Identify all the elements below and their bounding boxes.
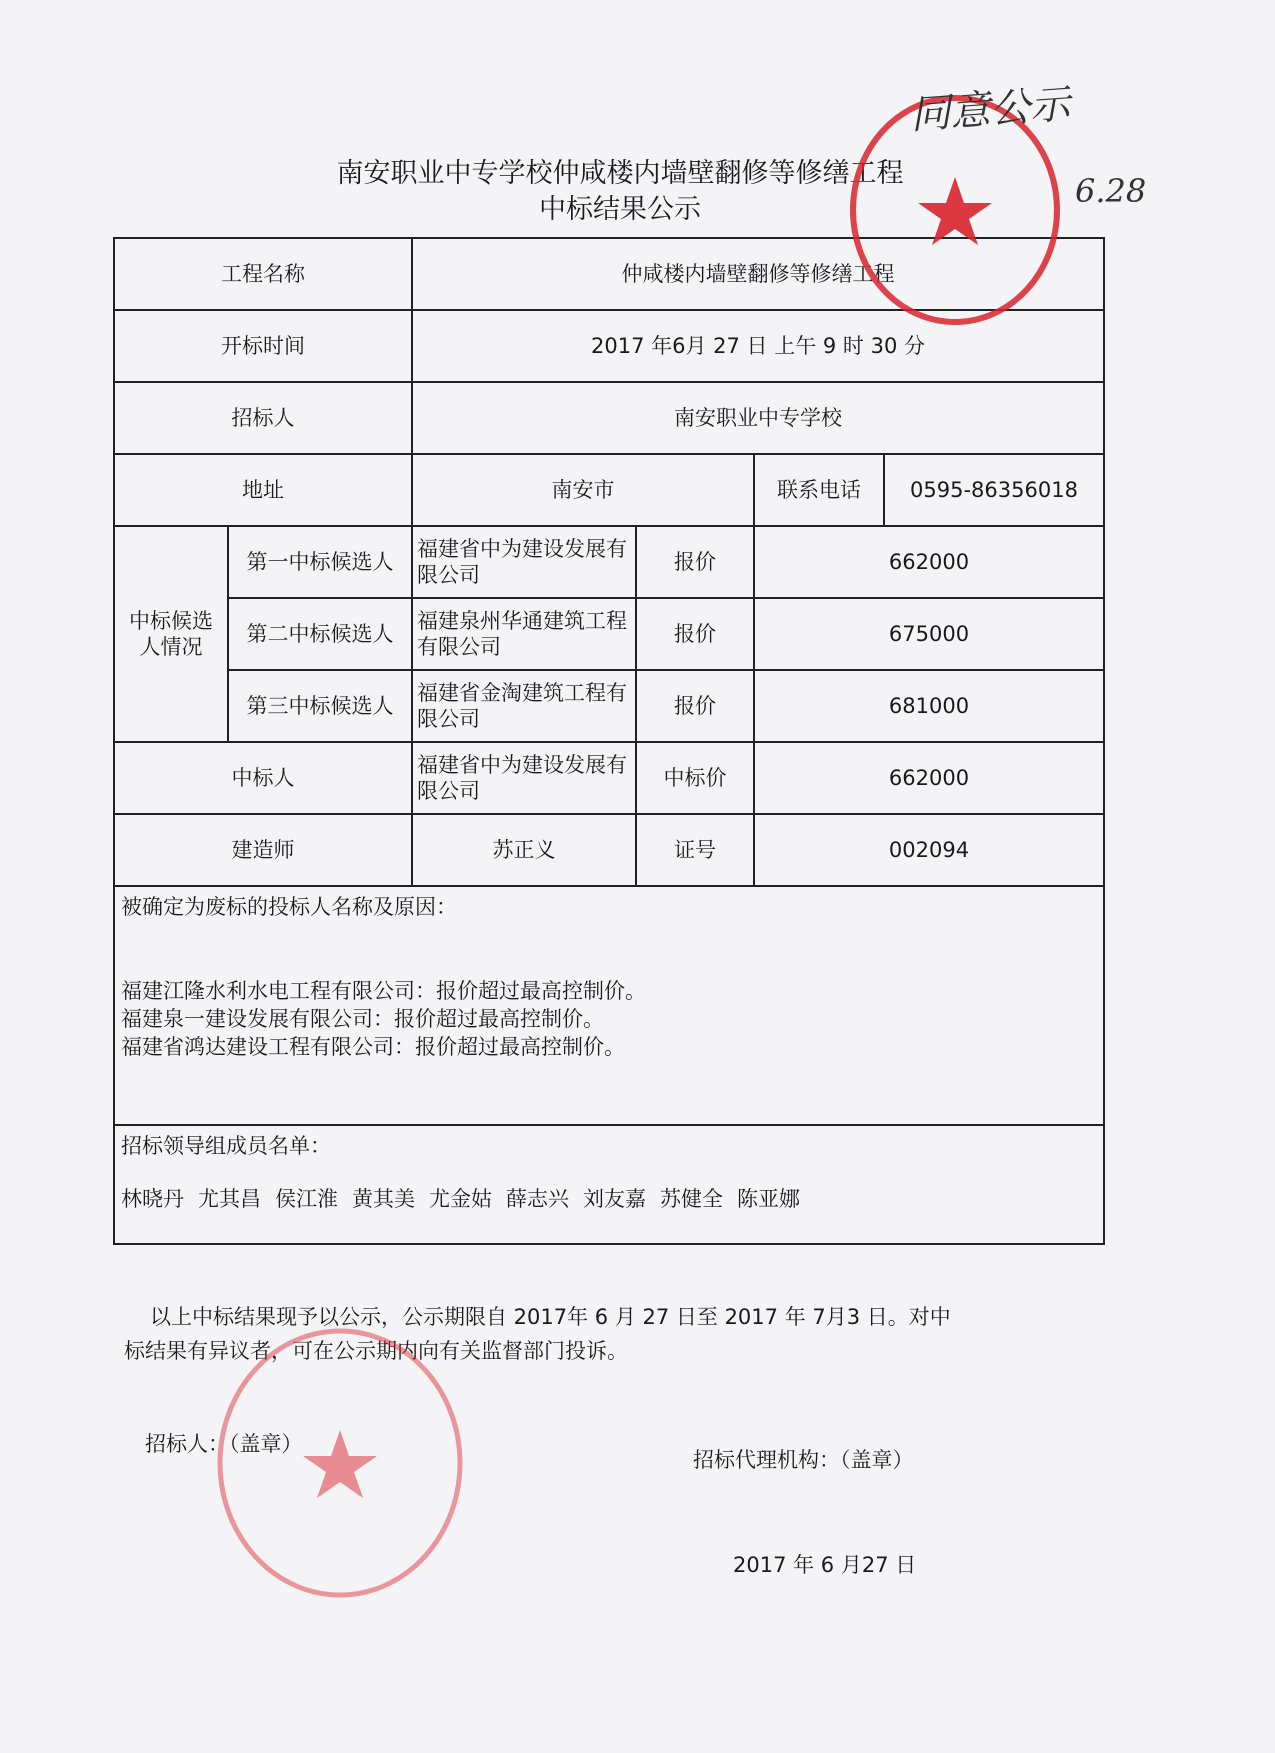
candidate-rank: 第二中标候选人 <box>228 598 412 670</box>
committee-member: 尤金姑 <box>429 1187 492 1211</box>
candidate-company: 福建省金淘建筑工程有限公司 <box>412 670 636 742</box>
committee-member: 尤其昌 <box>198 1187 261 1211</box>
address-label: 地址 <box>114 454 412 526</box>
agency-signature: 招标代理机构：（盖章） <box>693 1448 914 1472</box>
open-time: 2017 年6月 27 日 上午 9 时 30 分 <box>412 310 1104 382</box>
candidate-price: 675000 <box>754 598 1104 670</box>
rejected-item: 福建省鸿达建设工程有限公司：报价超过最高控制价。 <box>121 1035 625 1059</box>
cert-no: 002094 <box>754 814 1104 886</box>
committee-member: 侯江淮 <box>275 1187 338 1211</box>
committee-member: 苏健全 <box>660 1187 723 1211</box>
winner-price: 662000 <box>754 742 1104 814</box>
candidate-rank: 第三中标候选人 <box>228 670 412 742</box>
candidates-label: 中标候选人情况 <box>114 526 228 742</box>
candidate-price-label: 报价 <box>636 670 754 742</box>
candidate-price-label: 报价 <box>636 598 754 670</box>
candidate-company: 福建省中为建设发展有限公司 <box>412 526 636 598</box>
committee-list <box>121 1186 1097 1212</box>
project-name: 仲咸楼内墙壁翻修等修缮工程 <box>412 238 1104 310</box>
committee-member: 黄其美 <box>352 1187 415 1211</box>
committee-member: 林晓丹 <box>121 1187 184 1211</box>
official-seal-bottom <box>210 1318 470 1608</box>
committee-section <box>114 1125 1104 1244</box>
tenderer-signature: 招标人：（盖章） <box>145 1432 303 1456</box>
committee-member: 陈亚娜 <box>737 1187 800 1211</box>
rejected-section <box>114 886 1104 1125</box>
rejected-item: 福建江隆水利水电工程有限公司：报价超过最高控制价。 <box>121 979 646 1003</box>
candidate-price-label: 报价 <box>636 526 754 598</box>
document-subtitle: 中标结果公示 <box>539 194 701 225</box>
document-title: 南安职业中专学校仲咸楼内墙壁翻修等修缮工程 <box>336 158 904 189</box>
constructor-label: 建造师 <box>114 814 412 886</box>
constructor: 苏正义 <box>412 814 636 886</box>
candidate-rank: 第一中标候选人 <box>228 526 412 598</box>
rejected-title: 被确定为废标的投标人名称及原因： <box>121 895 457 919</box>
phone: 0595-86356018 <box>884 454 1104 526</box>
committee-title: 招标领导组成员名单： <box>121 1134 331 1158</box>
winner: 福建省中为建设发展有限公司 <box>412 742 636 814</box>
handwritten-date: 6.28 <box>1075 172 1147 210</box>
document-date: 2017 年 6 月27 日 <box>733 1553 917 1577</box>
open-time-label: 开标时间 <box>114 310 412 382</box>
winner-price-label: 中标价 <box>636 742 754 814</box>
rejected-item: 福建泉一建设发展有限公司：报价超过最高控制价。 <box>121 1007 604 1031</box>
cert-label: 证号 <box>636 814 754 886</box>
candidate-price: 681000 <box>754 670 1104 742</box>
project-name-label: 工程名称 <box>114 238 412 310</box>
address: 南安市 <box>412 454 754 526</box>
tenderer: 南安职业中专学校 <box>412 382 1104 454</box>
notice-line-2: 标结果有异议者，可在公示期内向有关监督部门投诉。 <box>124 1339 628 1363</box>
handwritten-note: 同意公示 <box>908 81 1072 139</box>
notice-line-1: 以上中标结果现予以公示，公示期限自 2017年 6 月 27 日至 2017 年 7月3 日。对中 <box>150 1305 951 1329</box>
committee-member: 刘友嘉 <box>583 1187 646 1211</box>
tenderer-label: 招标人 <box>114 382 412 454</box>
result-table <box>113 237 1105 1245</box>
committee-member: 薛志兴 <box>506 1187 569 1211</box>
candidate-price: 662000 <box>754 526 1104 598</box>
candidate-company: 福建泉州华通建筑工程有限公司 <box>412 598 636 670</box>
winner-label: 中标人 <box>114 742 412 814</box>
phone-label: 联系电话 <box>754 454 884 526</box>
